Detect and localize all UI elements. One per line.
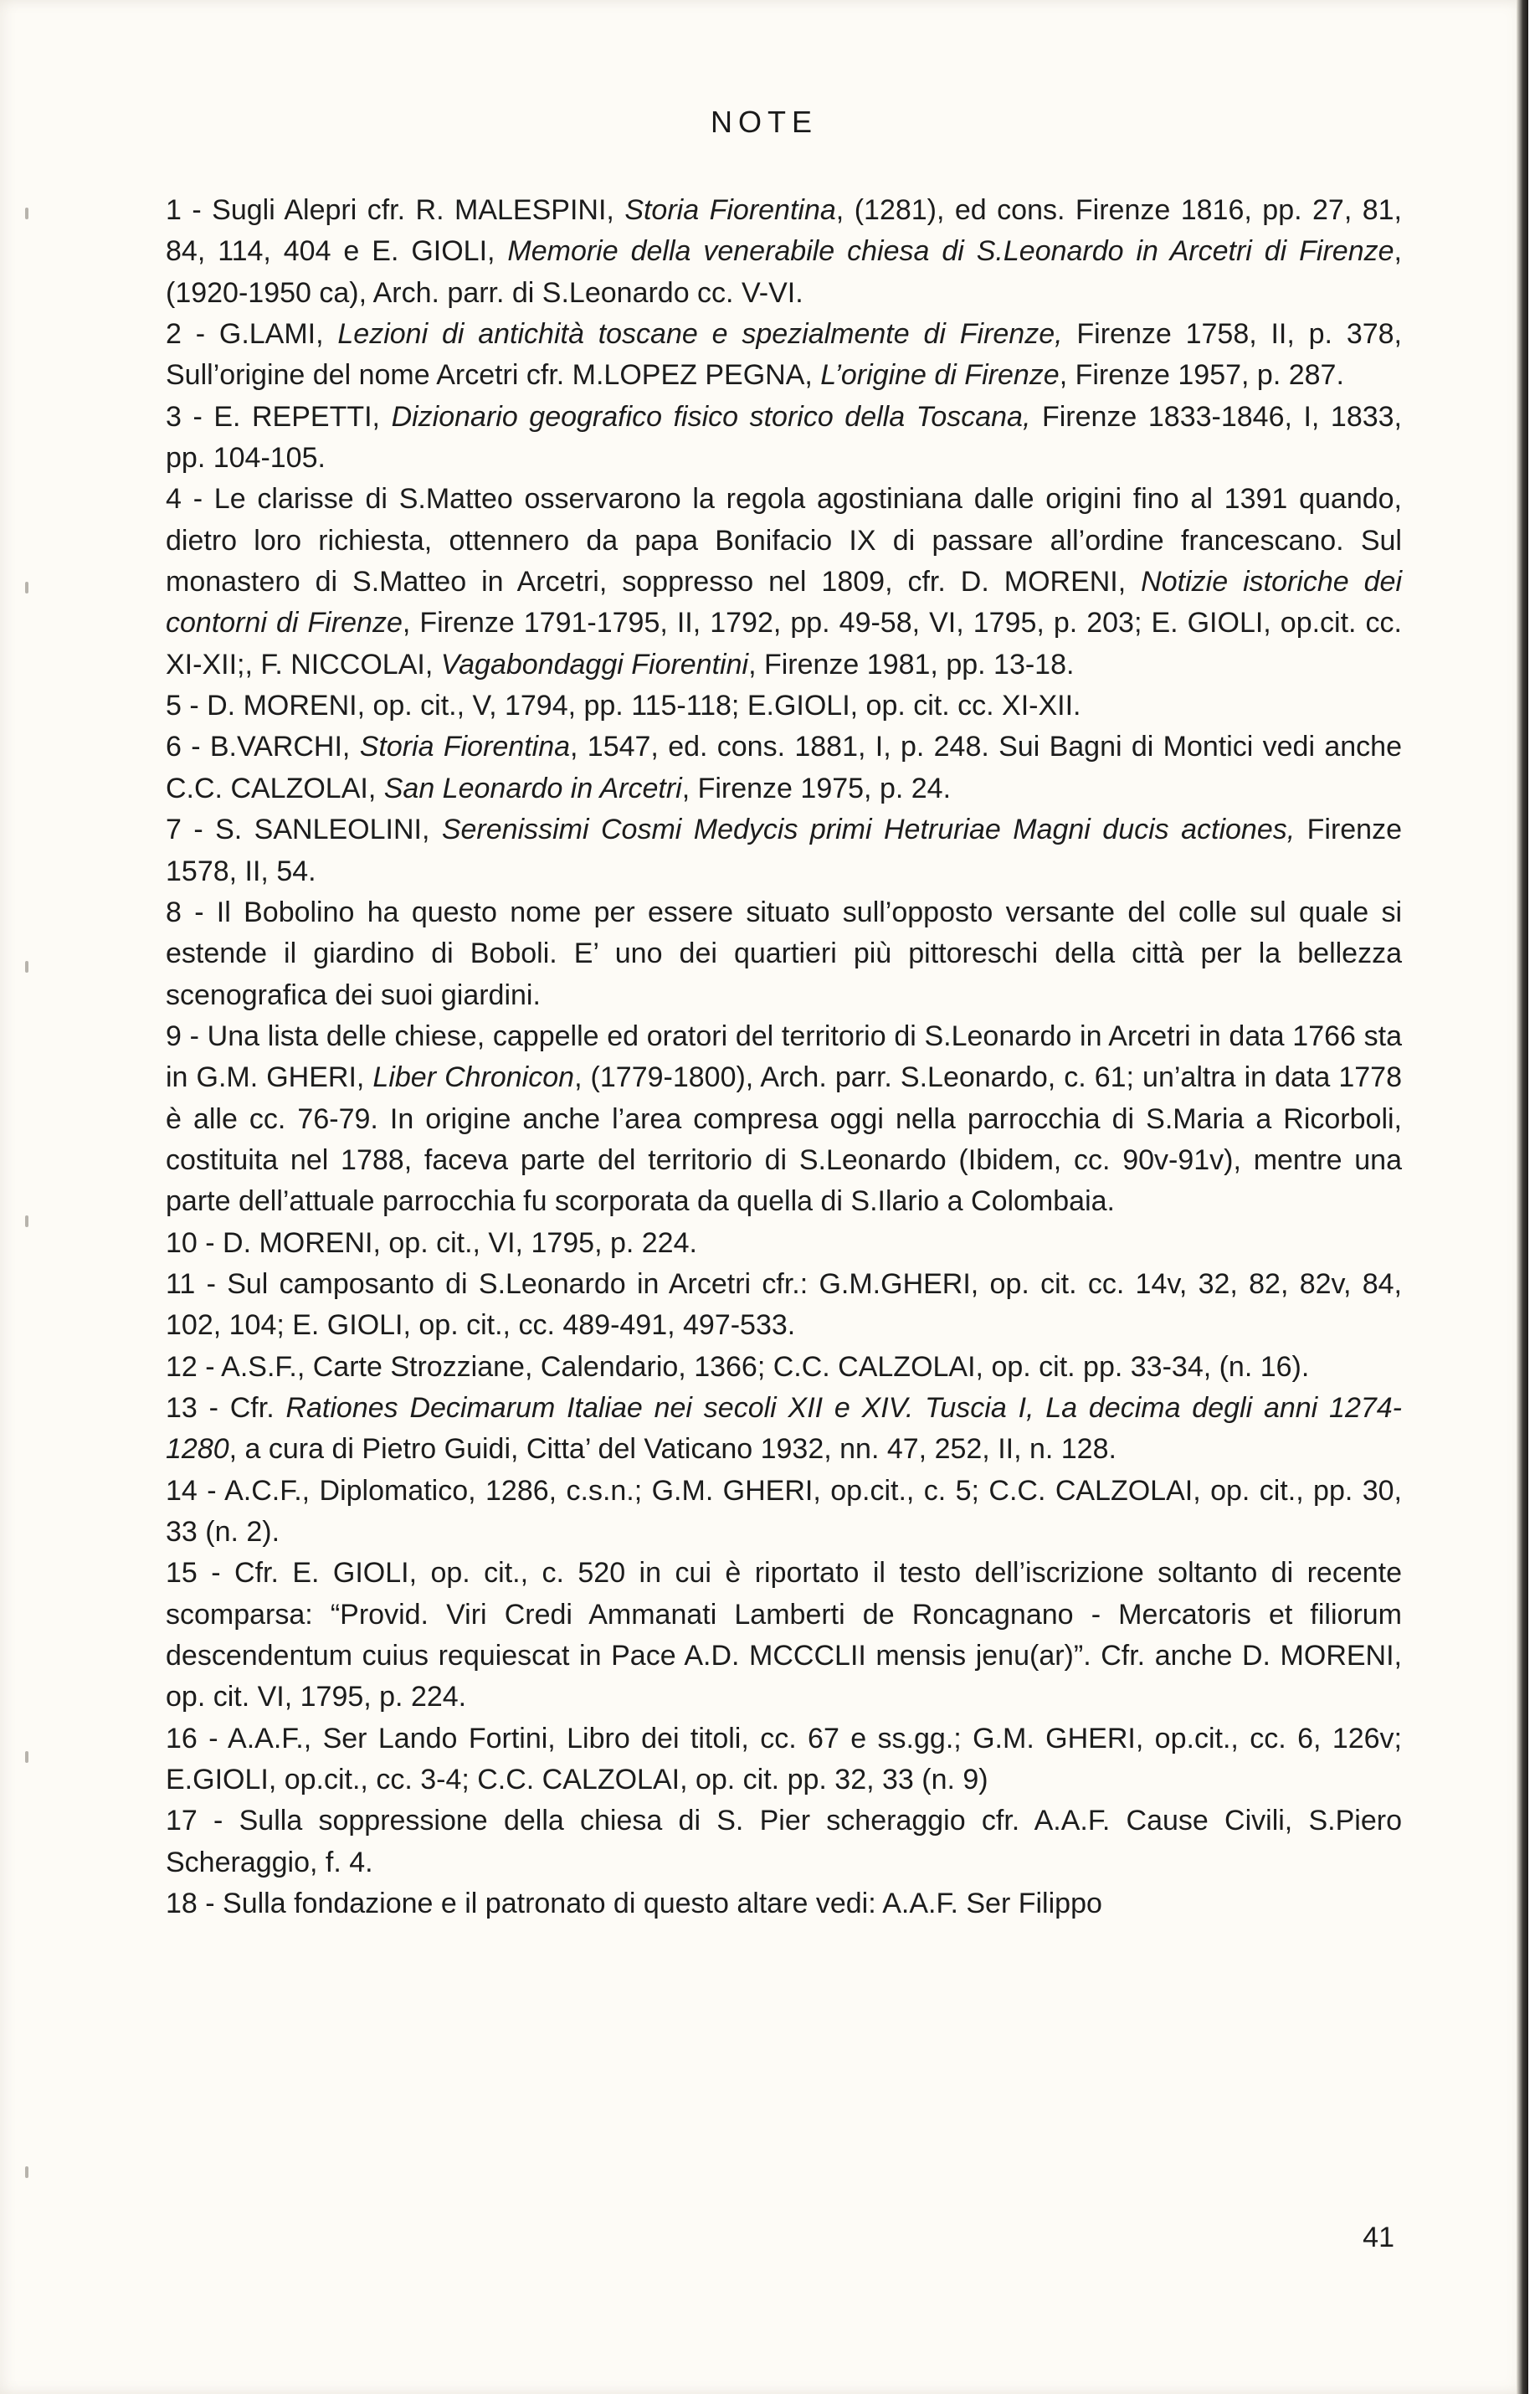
note-text: , (1779-1800), Arch. parr. S.Leonardo, c. 61; un’altra in data 1778 è alle cc. 76-79. In origine anche l’area compresa oggi nella parrocchia di S.Maria a Ricorboli, costituita nel 1788, faceva parte del territorio di S.Leonardo (Ibidem, cc. 90v-91v), mentre una parte dell’attuale parrocchia fu scorporata da quella di S.Ilario a Colombaia.	[166, 1061, 1402, 1218]
note-text: 16 - A.A.F., Ser Lando Fortini, Libro dei titoli, cc. 67 e ss.gg.; G.M. GHERI, op.cit., cc. 6, 126v; E.GIOLI, op.cit., cc. 3-4; C.C. CALZOLAI, op. cit. pp. 32, 33 (n. 9)	[166, 1722, 1402, 1796]
note-text: 10 - D. MORENI, op. cit., VI, 1795, p. 224.	[166, 1226, 697, 1259]
note-text: , a cura di Pietro Guidi, Citta’ del Vaticano 1932, nn. 47, 252, II, n. 128.	[228, 1433, 1116, 1466]
italic-title: Serenissimi Cosmi Medycis primi Hetruriae Magni ducis actiones,	[441, 814, 1296, 846]
italic-title: San Leonardo in Arcetri	[383, 772, 682, 804]
footnote-4	[166, 479, 1402, 686]
italic-title: Rationes Decimarum Italiae nei secoli XII e XIV. Tuscia I, La decima degli anni 1274-1280	[166, 1391, 1403, 1466]
note-text: 8 - Il Bobolino ha questo nome per essere situato sull’opposto versante del colle sul quale si estende il giardino di Boboli. E’ uno dei quartieri più pittoreschi della città per la bellezza scenografica dei suoi giardini.	[166, 896, 1402, 1011]
binding-hole	[25, 582, 28, 593]
note-text: 18 - Sulla fondazione e il patronato di questo altare vedi: A.A.F. Ser Filippo	[166, 1888, 1102, 1920]
note-text: Firenze 1758, II, p. 378, Sull’origine del nome Arcetri cfr. M.LOPEZ PEGNA,	[166, 318, 1402, 392]
footnote-16	[166, 1718, 1402, 1801]
note-text: Firenze 1833-1846, I, 1833, pp. 104-105.	[166, 400, 1402, 475]
footnote-8	[166, 892, 1402, 1016]
italic-title: Liber Chronicon	[372, 1061, 575, 1094]
note-text: , Firenze 1791-1795, II, 1792, pp. 49-58, VI, 1795, p. 203; E. GIOLI, op.cit. cc. XI-XII;, F. NICCOLAI,	[166, 607, 1402, 681]
footnote-18	[166, 1883, 1402, 1924]
note-text: 13 - Cfr.	[166, 1391, 286, 1424]
note-text: , Firenze 1957, p. 287.	[1059, 359, 1344, 392]
binding-hole	[25, 1751, 28, 1763]
italic-title: Memorie della venerabile chiesa di S.Leonardo in Arcetri di Firenze	[507, 235, 1394, 268]
footnote-14	[166, 1471, 1402, 1554]
binding-hole	[25, 961, 28, 973]
note-text: 12 - A.S.F., Carte Strozziane, Calendario, 1366; C.C. CALZOLAI, op. cit. pp. 33-34, (n. 16).	[166, 1350, 1310, 1383]
italic-title: Notizie istoriche dei contorni di Firenze	[166, 566, 1403, 640]
footnote-17	[166, 1801, 1402, 1883]
note-text: 3 - E. REPETTI,	[166, 400, 392, 433]
binding-hole	[25, 1215, 28, 1227]
note-text: 5 - D. MORENI, op. cit., V, 1794, pp. 115-118; E.GIOLI, op. cit. cc. XI-XII.	[166, 690, 1081, 722]
page-edge-shadow	[1517, 0, 1528, 2394]
note-text: 17 - Sulla soppressione della chiesa di S. Pier scheraggio cfr. A.A.F. Cause Civili, S.Piero Scheraggio, f. 4.	[166, 1805, 1402, 1878]
footnote-3	[166, 397, 1402, 480]
italic-title: Storia Fiorentina	[624, 194, 836, 226]
note-text: 9 - Una lista delle chiese, cappelle ed oratori del territorio di S.Leonardo in Arcetri in data 1766 sta in G.M. GHERI,	[166, 1020, 1402, 1094]
footnote-11	[166, 1264, 1402, 1347]
note-text: , 1547, ed. cons. 1881, I, p. 248. Sui Bagni di Montici vedi anche C.C. CALZOLAI,	[166, 731, 1402, 804]
italic-title: Storia Fiorentina	[359, 731, 571, 763]
note-text: 7 - S. SANLEOLINI,	[166, 814, 442, 846]
footnote-10	[166, 1223, 1402, 1264]
footnote-12	[166, 1347, 1402, 1388]
italic-title: Vagabondaggi Fiorentini	[440, 648, 749, 681]
note-text: 2 - G.LAMI,	[166, 318, 338, 351]
binding-hole	[25, 208, 28, 219]
footnote-7	[166, 809, 1402, 892]
footnote-5	[166, 686, 1402, 727]
italic-title: Lezioni di antichità toscane e spezialmente di Firenze,	[337, 318, 1063, 351]
note-text: , Firenze 1981, pp. 13-18.	[748, 648, 1075, 681]
footnote-13	[166, 1388, 1402, 1471]
note-text: , (1920-1950 ca), Arch. parr. di S.Leonardo cc. V-VI.	[166, 235, 1402, 309]
footnote-1	[166, 190, 1402, 314]
footnote-2	[166, 314, 1402, 397]
note-text: Firenze 1578, II, 54.	[166, 814, 1402, 887]
footnote-6	[166, 727, 1402, 809]
binding-hole	[25, 2166, 28, 2178]
note-text: 11 - Sul camposanto di S.Leonardo in Arcetri cfr.: G.M.GHERI, op. cit. cc. 14v, 32, 82, 82v, 84, 102, 104; E. GIOLI, op. cit., cc. 489-491, 497-533.	[166, 1267, 1402, 1342]
italic-title: Dizionario geografico fisico storico della Toscana,	[391, 400, 1031, 433]
note-text: , Firenze 1975, p. 24.	[681, 772, 952, 804]
italic-title: L’origine di Firenze	[820, 359, 1060, 392]
note-text: 15 - Cfr. E. GIOLI, op. cit., c. 520 in cui è riportato il testo dell’iscrizione soltanto di recente scomparsa: “Provid. Viri Credi Ammanati Lamberti de Roncagnano - Mercatoris et filiorum descendentum cuius requiescat in Pace A.D. MCCCLII mensis jenu(ar)”. Cfr. anche D. MORENI, op. cit. VI, 1795, p. 224.	[166, 1557, 1402, 1713]
footnote-9	[166, 1016, 1402, 1223]
page-title: NOTE	[710, 105, 818, 139]
note-text: 6 - B.VARCHI,	[166, 731, 360, 763]
note-text: 4 - Le clarisse di S.Matteo osservarono la regola agostiniana dalle origini fino al 1391 quando, dietro loro richiesta, ottennero da papa Bonifacio IX di passare all’ordine francescano. Sul monastero di S.Matteo in Arcetri, soppresso nel 1809, cfr. D. MORENI,	[166, 483, 1402, 598]
note-text: 14 - A.C.F., Diplomatico, 1286, c.s.n.; G.M. GHERI, op.cit., c. 5; C.C. CALZOLAI, op. cit., pp. 30, 33 (n. 2).	[166, 1474, 1402, 1548]
footnote-15	[166, 1553, 1402, 1718]
note-text: 1 - Sugli Alepri cfr. R. MALESPINI,	[166, 194, 625, 226]
note-text: , (1281), ed cons. Firenze 1816, pp. 27, 81, 84, 114, 404 e E. GIOLI,	[166, 194, 1403, 268]
notes-list	[166, 190, 1402, 1924]
page-number: 41	[1363, 2222, 1394, 2253]
